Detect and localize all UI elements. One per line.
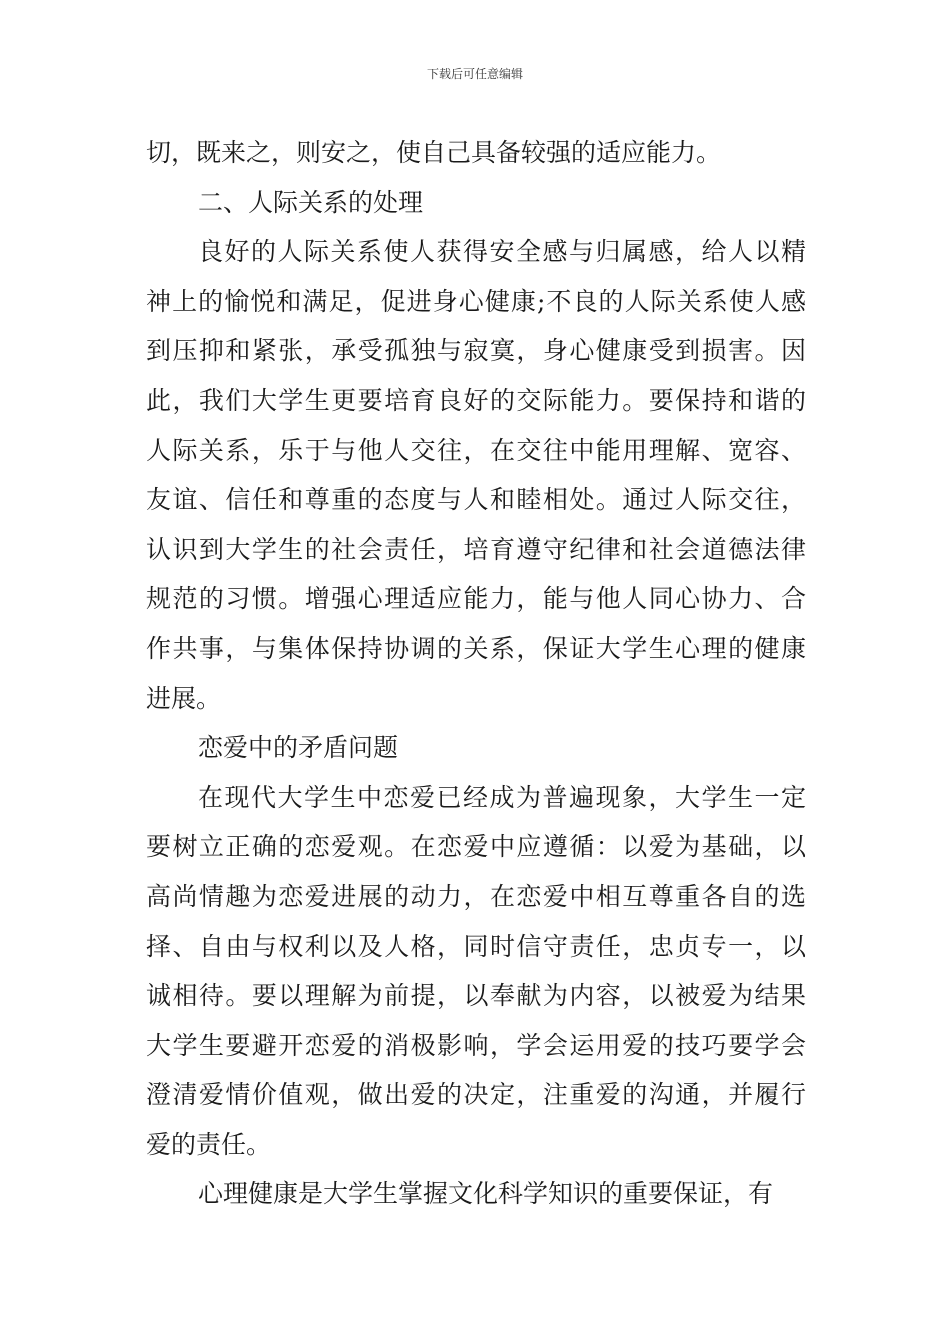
text-line: 澄清爱情价值观，做出爱的决定，注重爱的沟通，并履行 bbox=[146, 1080, 806, 1110]
text-line: 神上的愉悦和满足，促进身心健康;不良的人际关系使人感 bbox=[146, 286, 806, 316]
text-line: 要树立正确的恋爱观。在恋爱中应遵循：以爱为基础，以 bbox=[146, 832, 806, 862]
paragraph-heading-interpersonal bbox=[146, 178, 806, 228]
text-line: 人际关系，乐于与他人交往，在交往中能用理解、宽容、 bbox=[146, 435, 806, 465]
paragraph-p3 bbox=[146, 773, 806, 1170]
text-line: 在现代大学生中恋爱已经成为普遍现象，大学生一定 bbox=[198, 782, 806, 812]
text-line: 此，我们大学生更要培育良好的交际能力。要保持和谐的 bbox=[146, 385, 806, 415]
text-line: 爱的责任。 bbox=[146, 1129, 272, 1159]
text-line: 作共事，与集体保持协调的关系，保证大学生心理的健康 bbox=[146, 633, 806, 663]
text-line: 高尚情趣为恋爱进展的动力，在恋爱中相互尊重各自的选 bbox=[146, 881, 806, 911]
text-line: 规范的习惯。增强心理适应能力，能与他人同心协力、合 bbox=[146, 584, 806, 614]
text-line: 大学生要避开恋爱的消极影响，学会运用爱的技巧要学会 bbox=[146, 1030, 806, 1060]
text-line: 二、人际关系的处理 bbox=[198, 187, 424, 217]
document-body bbox=[146, 128, 806, 1219]
text-line: 恋爱中的矛盾问题 bbox=[198, 733, 399, 763]
text-line: 到压抑和紧张，承受孤独与寂寞，身心健康受到损害。因 bbox=[146, 336, 806, 366]
text-line: 良好的人际关系使人获得安全感与归属感，给人以精 bbox=[198, 237, 806, 267]
text-line: 择、自由与权利以及人格，同时信守责任，忠贞专一，以 bbox=[146, 931, 806, 961]
paragraph-p1 bbox=[146, 128, 806, 178]
paragraph-p2 bbox=[146, 227, 806, 723]
text-line: 切，既来之，则安之，使自己具备较强的适应能力。 bbox=[146, 138, 722, 167]
page-header: 下载后可任意编辑 bbox=[426, 67, 523, 81]
paragraph-p4 bbox=[146, 1169, 806, 1219]
paragraph-heading-love bbox=[146, 723, 806, 773]
text-line: 认识到大学生的社会责任，培育遵守纪律和社会道德法律 bbox=[146, 534, 806, 564]
text-line: 诚相待。要以理解为前提，以奉献为内容，以被爱为结果 bbox=[146, 981, 806, 1011]
text-line: 友谊、信任和尊重的态度与人和睦相处。通过人际交往， bbox=[146, 485, 806, 515]
text-line: 心理健康是大学生掌握文化科学知识的重要保证，有 bbox=[198, 1179, 774, 1209]
text-line: 进展。 bbox=[146, 683, 222, 713]
